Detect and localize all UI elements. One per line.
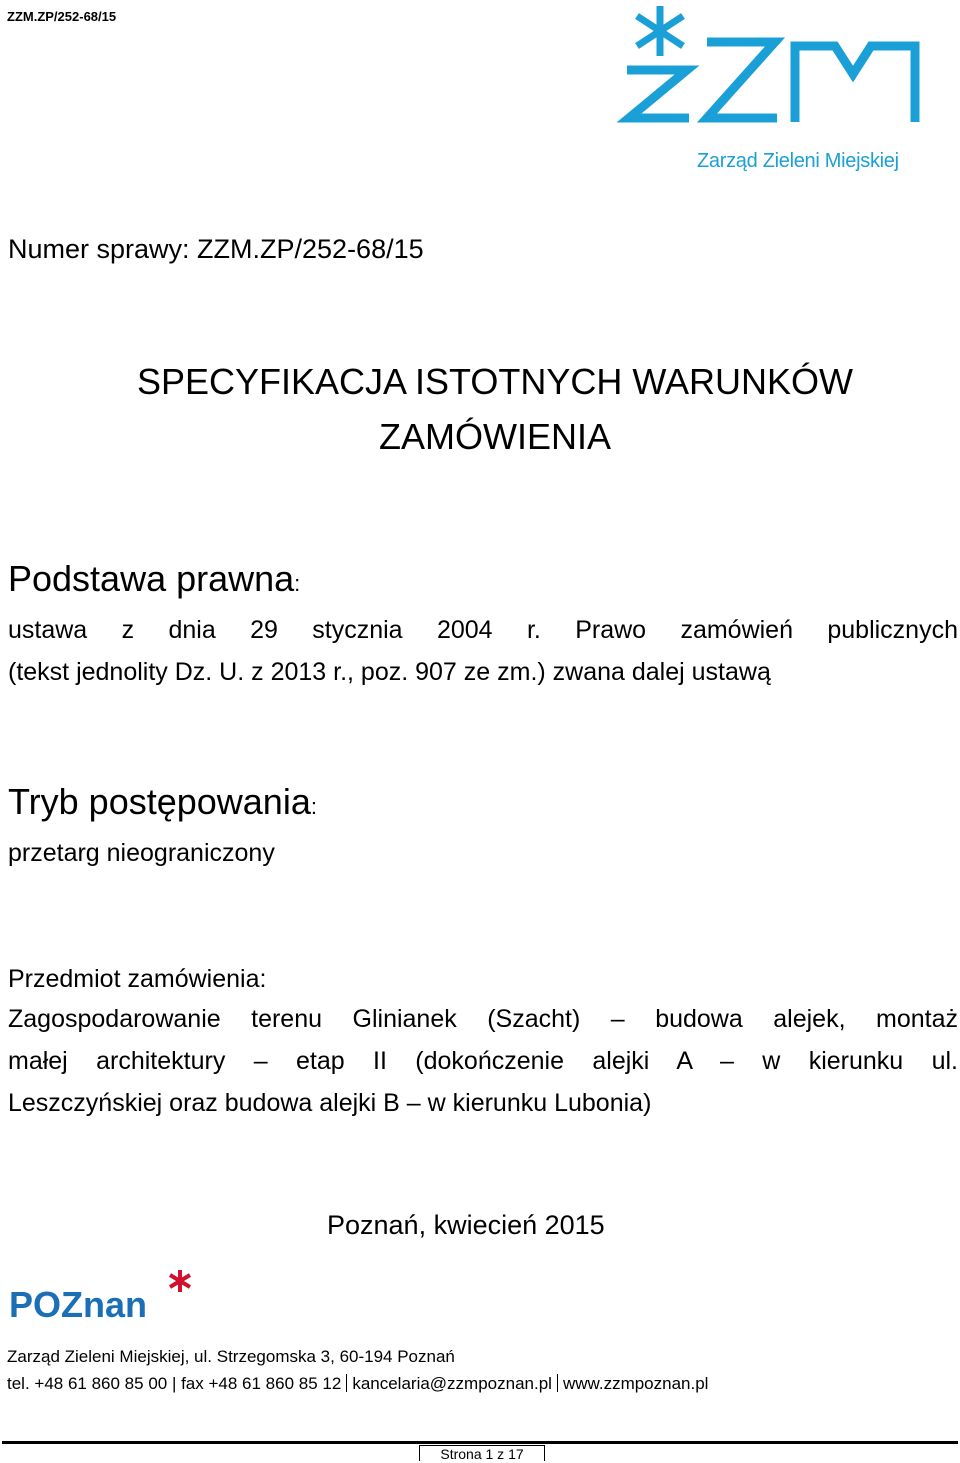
subject-line1: Zagospodarowanie terenu Glinianek (Szacht) – budowa alejek, montaż [8,1005,958,1033]
footer-rule [2,1441,958,1444]
poznan-city-logo [9,1270,194,1322]
legal-basis-colon: : [294,571,301,596]
case-number: Numer sprawy: ZZM.ZP/252-68/15 [8,234,424,264]
legal-basis-line1: ustawa z dnia 29 stycznia 2004 r. Prawo zamówień publicznych [8,616,958,644]
footer-contact [7,1374,708,1394]
document-title-line2: ZAMÓWIENIA [379,416,611,457]
footer-phone-fax: tel. +48 61 860 85 00 | fax +48 61 860 85 12 [7,1374,342,1393]
footer-separator [557,1374,558,1392]
legal-basis-heading [8,558,300,600]
document-title-line1: SPECYFIKACJA ISTOTNYCH WARUNKÓW [136,361,854,402]
footer-address: Zarząd Zieleni Miejskiej, ul. Strzegomska 3, 60-194 Poznań [7,1347,455,1366]
subject-line2: małej architektury – etap II (dokończenie alejki A – w kierunku ul. [8,1047,958,1075]
procedure-value: przetarg nieograniczony [8,839,275,867]
poznan-logo-text: POZnan [9,1284,148,1322]
page-number: Strona 1 z 17 [419,1445,545,1461]
header-reference: ZZM.ZP/252-68/15 [7,9,117,24]
legal-basis-line2: (tekst jednolity Dz. U. z 2013 r., poz. 907 ze zm.) zwana dalej ustawą [8,658,771,686]
poznan-asterisk-icon [170,1270,190,1292]
procedure-colon: : [310,794,317,819]
legal-basis-heading-text: Podstawa prawna [8,558,295,599]
procedure-heading [8,781,317,823]
zzm-logo-subtitle: Zarząd Zieleni Miejskiej [697,150,899,172]
place-date: Poznań, kwiecień 2015 [327,1210,605,1240]
asterisk-icon [637,6,683,56]
zzm-letters [627,42,915,122]
footer-separator [346,1374,347,1392]
footer-email-link[interactable]: kancelaria@zzmpoznan.pl [352,1374,552,1393]
subject-line3: Leszczyńskiej oraz budowa alejki B – w kierunku Lubonia) [8,1089,652,1117]
footer-website-link[interactable]: www.zzmpoznan.pl [562,1374,709,1393]
procedure-heading-text: Tryb postępowania [8,781,311,822]
subject-heading: Przedmiot zamówienia: [8,965,267,993]
